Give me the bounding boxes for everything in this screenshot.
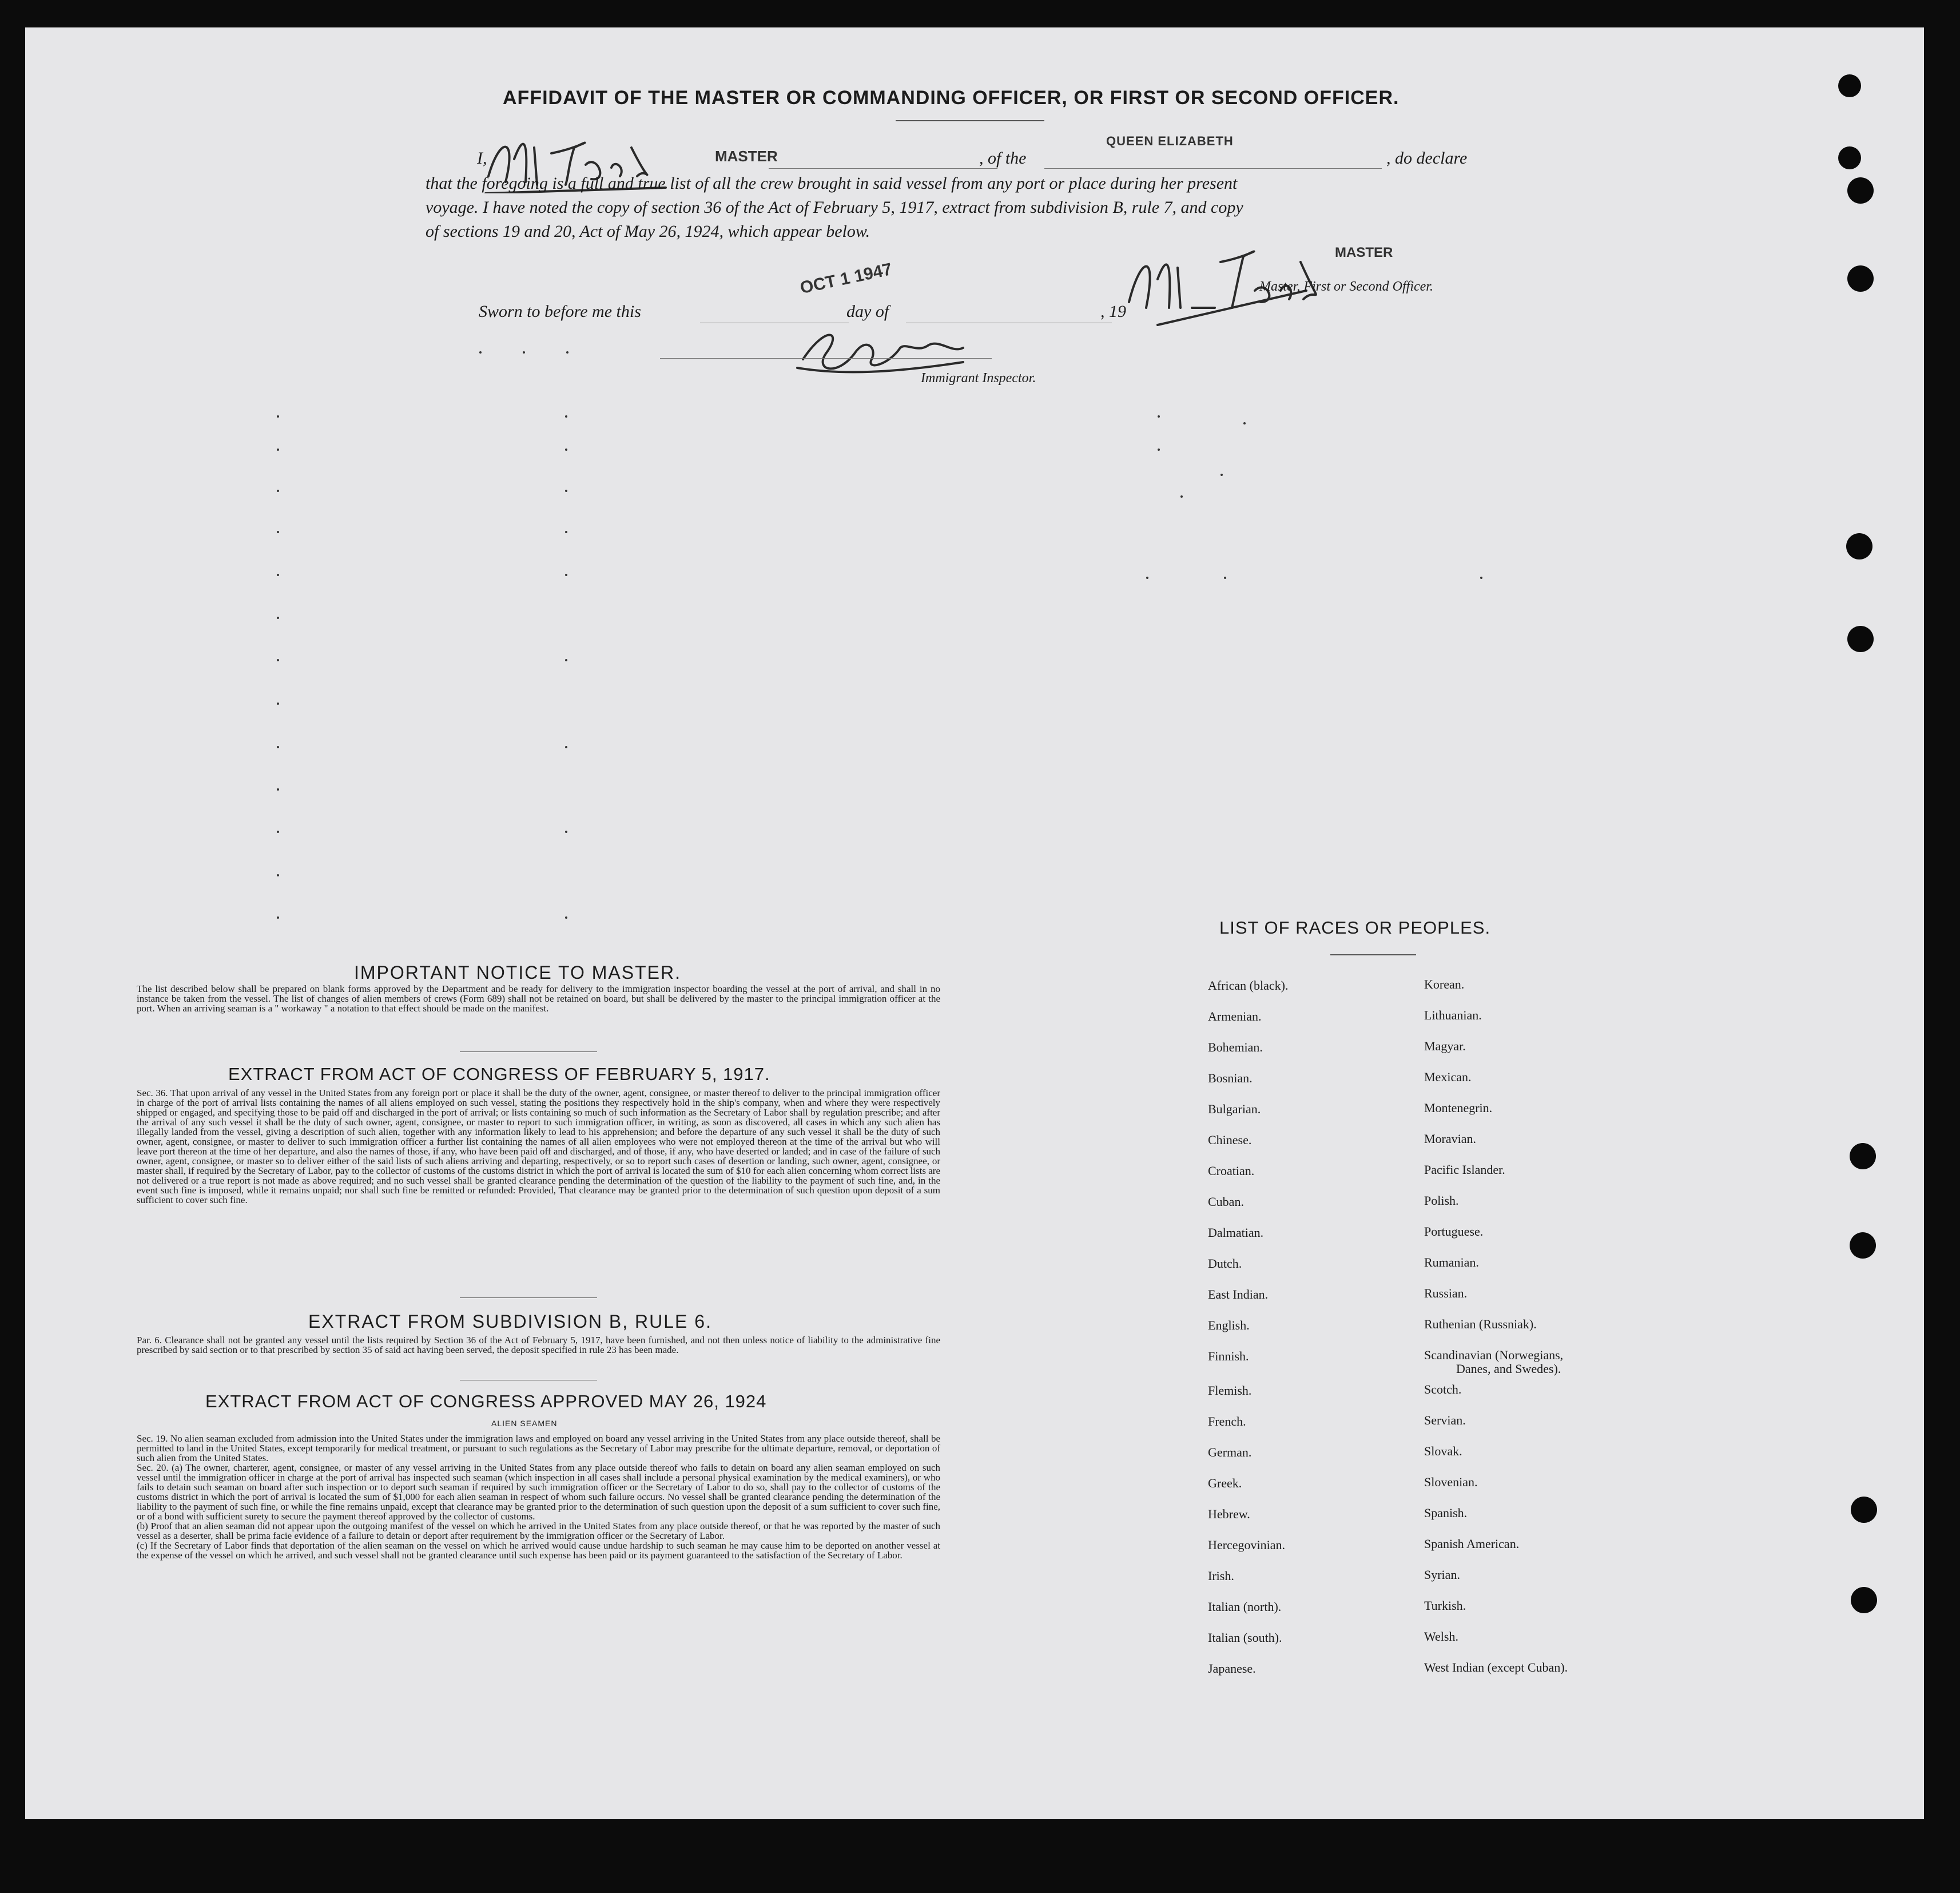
punch-hole [1851,1497,1877,1523]
extract-1924-title: EXTRACT FROM ACT OF CONGRESS APPROVED MAY 26, 1924 [205,1391,767,1411]
race-item: Montenegrin. [1424,1101,1493,1115]
sworn-text: Sworn to before me this [479,302,641,321]
mark [565,746,567,748]
race-item: Pacific Islander. [1424,1162,1505,1177]
punch-hole [1838,146,1861,169]
sec-20c-text: (c) If the Secretary of Labor finds that deportation of the alien seaman on the vessel on which he arrived would cause undue hardship to such seaman he may cause him to be deported on another vessel at the expense of the vessel on which he arrived, and such vessel shall not be granted clearance until such expense has been paid or its payment guaranteed to the satisfaction of the Secretary of Labor. [137,1540,940,1561]
extract-1917-body [137,1088,940,1205]
race-item: Scandinavian (Norwegians, [1424,1348,1564,1362]
race-item: Irish. [1208,1569,1234,1583]
notice-text: The list described below shall be prepared on blank forms approved by the Department and be ready for delivery to the immigration inspector boarding the vessel at the port of arrival, and shall in no instance be taken from the vessel. The list of changes of alien members of crews (Form 689) shall not be retained on board, but shall be delivered by the master to the principal immigration officer at the port. When an arriving seaman is a " workaway " a notation to that effect should be made on the manifest. [137,983,940,1014]
mark [523,351,525,354]
stamp-date: OCT 1 1947 [798,260,894,298]
punch-hole [1847,626,1874,652]
race-item: Moravian. [1424,1132,1477,1146]
race-item: Spanish American. [1424,1537,1520,1551]
punch-hole [1851,1587,1877,1613]
race-item: Turkish. [1424,1598,1466,1613]
mark [565,490,567,492]
race-item: Japanese. [1208,1661,1256,1676]
mark [565,659,567,661]
race-item: Korean. [1424,977,1465,991]
race-item: Slovak. [1424,1444,1462,1458]
races-divider [1330,954,1416,955]
races-title: LIST OF RACES OR PEOPLES. [1219,918,1491,938]
mark [565,574,567,576]
race-item: Bosnian. [1208,1071,1253,1085]
race-item: Dalmatian. [1208,1225,1264,1240]
affidavit-title: AFFIDAVIT OF THE MASTER OR COMMANDING OFFICER, OR FIRST OR SECOND OFFICER. [503,87,1400,109]
alien-seamen-subtitle: ALIEN SEAMEN [491,1419,558,1428]
race-item: Mexican. [1424,1070,1472,1084]
race-item: Rumanian. [1424,1255,1479,1269]
mark [277,831,279,833]
punch-hole [1847,177,1874,204]
race-item: Hebrew. [1208,1507,1250,1521]
race-item: Servian. [1424,1413,1466,1427]
mark [565,916,567,919]
day-of: day of [846,302,889,321]
sec-20b-text: (b) Proof that an alien seaman did not appear upon the outgoing manifest of the vessel on which he arrived in the United States from any place outside thereof, or that he was reported by the master of such vessel as a deserter, shall be prima facie evidence of a failure to detain or deport after requirement by the immigration officer or the Secretary of Labor. [137,1521,940,1541]
mark [277,659,279,661]
mark [1158,449,1160,451]
stamp-master-2: MASTER [1335,245,1393,260]
blank-line-rank [769,168,997,169]
mark [1224,577,1226,579]
year-text: , 19 [1100,302,1126,321]
mark [565,415,567,418]
mark [565,831,567,833]
race-item: Lithuanian. [1424,1008,1482,1022]
mark [277,531,279,533]
subdivision-body [137,1335,940,1355]
mark [277,490,279,492]
race-item: Spanish. [1424,1506,1468,1520]
stamp-master: MASTER [715,148,778,165]
race-item: English. [1208,1318,1250,1332]
race-item: Syrian. [1424,1567,1460,1582]
punch-hole [1846,533,1872,559]
notice-title: IMPORTANT NOTICE TO MASTER. [354,962,681,983]
mark [277,415,279,418]
mark [277,746,279,748]
divider [460,1051,597,1052]
mark [277,617,279,619]
mark [1158,415,1160,418]
race-item: Finnish. [1208,1349,1249,1363]
race-item: Flemish. [1208,1383,1252,1398]
affidavit-line-2: that the foregoing is a full and true list of all the crew brought in said vessel from any port or place during her present [426,174,1238,193]
race-item: Portuguese. [1424,1224,1484,1239]
race-item: Slovenian. [1424,1475,1478,1489]
race-item: African (black). [1208,978,1289,993]
race-item: Hercegovinian. [1208,1538,1285,1552]
punch-hole [1838,74,1861,97]
race-item: Italian (north). [1208,1600,1282,1614]
mark [565,449,567,451]
affidavit-line-3: voyage. I have noted the copy of section 36 of the Act of February 5, 1917, extract from subdivision B, rule 7, and copy [426,198,1243,217]
mark [277,449,279,451]
sec-19-text: Sec. 19. No alien seaman excluded from admission into the United States under the immigration laws and employed on board any vessel arriving in the United States from any place outside thereof, shall be permitted to land in the United States, except temporarily for medical treatment, or pursuant to such regulations as the Secretary of Labor may prescribe for the ultimate departure, removal, or deportation of such alien from the United States. [137,1433,940,1463]
race-item: Chinese. [1208,1133,1252,1147]
affidavit-do-declare: , do declare [1386,149,1468,168]
inspector-caption: Immigrant Inspector. [921,371,1036,386]
punch-hole [1847,265,1874,292]
extract-1917-title: EXTRACT FROM ACT OF CONGRESS OF FEBRUARY 5, 1917. [228,1064,770,1084]
sec-36-text: Sec. 36. That upon arrival of any vessel in the United States from any foreign port or place it shall be the duty of the owner, agent, consignee, or master thereof to deliver to the principal immigration officer in charge of the port of arrival lists containing the names of all aliens employed on such vessel, stating the positions they respectively hold in the ship's company, when and where they were respectively shipped or engaged, and specifying those to be paid off and discharged in the port of arrival; or lists containing so much of such information as the Secretary of Labor shall by regulation prescribe; and after the arrival of any such vessel it shall be the duty of such owner, agent, consignee, or master to report to such immigration officer, in writing, as soon as discovered, all cases in which any such alien has illegally landed from the vessel, giving a description of such alien, together with any information likely to lead to his apprehension; and before the departure of any such vessel it shall be the duty of such owner, agent, consignee, or master to deliver to such immigration officer a further list containing the names of all alien employees who were not employed thereon at the time of the arrival but who will leave port thereon at the time of her departure, and also the names of those, if any, who have been paid off and discharged, and of those, if any, who have deserted or landed; and in case of the failure of such owner, agent, consignee, or master so to deliver either of the said lists of such aliens arriving and departing, respectively, or so to report such cases of desertion or landing, such owner, agent, consignee, or master shall, if required by the Secretary of Labor, pay to the collector of customs of the customs district in which the port of arrival is located the sum of $10 for each alien concerning whom correct lists are not delivered or a true report is not made as above required; and no such vessel shall be granted clearance pending the determination of the question of the liability to the payment of such fine, and, in the event such fine is imposed, while it remains unpaid; nor shall such fine be remitted or refunded: Provided, That clearance may be granted prior to the determination of such question upon deposit of a sum sufficient to cover such fine. [137,1088,940,1205]
race-item: Croatian. [1208,1164,1255,1178]
mark [1480,577,1482,579]
race-item: Polish. [1424,1193,1459,1208]
race-item-continuation: Danes, and Swedes). [1456,1362,1561,1376]
sec-20a-text: Sec. 20. (a) The owner, charterer, agent, consignee, or master of any vessel arriving in the United States from any place outside thereof who fails to detain on board any alien seaman employed on such vessel until the immigration officer in charge at the port of arrival has inspected such seaman (which inspection in all cases shall include a personal physical examination by the medical examiners), or who fails to detain such seaman on board after such inspection or to deport such seaman if required by such immigration officer or the Secretary of Labor to do so, shall pay to the collector of customs of the customs district in which the port of arrival is located the sum of $1,000 for each alien seaman in respect of whom such failure occurs. No vessel shall be granted clearance pending the determination of the liability to the payment of such fine, or while the fine remains unpaid, except that clearance may be granted prior to the determination of such question upon the deposit of a sum sufficient to cover such fine, or of a bond with sufficient surety to secure the payment thereof approved by the collector of customs. [137,1462,940,1522]
mark [566,351,568,354]
subdivision-title: EXTRACT FROM SUBDIVISION B, RULE 6. [308,1311,712,1332]
race-item: Greek. [1208,1476,1242,1490]
mark [565,531,567,533]
notice-body [137,984,940,1013]
race-item: Italian (south). [1208,1630,1282,1645]
race-item: West Indian (except Cuban). [1424,1660,1568,1674]
race-item: French. [1208,1414,1246,1428]
par-6-text: Par. 6. Clearance shall not be granted any vessel until the lists required by Section 36 of the Act of February 5, 1917, have been furnished, and not then unless notice of liability to the administrative fine prescribed by said section or to that prescribed by section 35 of said act having been served, the deposit specified in rule 23 has been made. [137,1335,940,1355]
affidavit-i: I, [477,149,487,168]
document-sheet [25,27,1924,1819]
affidavit-of-the: , of the [979,149,1027,168]
race-item: Cuban. [1208,1194,1244,1209]
blank-line-inspector [660,358,992,359]
affidavit-line-4: of sections 19 and 20, Act of May 26, 1924, which appear below. [426,222,870,241]
race-item: Scotch. [1424,1382,1462,1396]
divider [460,1297,597,1298]
race-item: Russian. [1424,1286,1468,1300]
punch-hole [1850,1232,1876,1259]
punch-hole [1850,1143,1876,1169]
race-item: East Indian. [1208,1287,1269,1301]
blank-line-vessel [1044,168,1382,169]
race-item: Magyar. [1424,1039,1466,1053]
race-item: Bulgarian. [1208,1102,1261,1116]
mark [1146,577,1148,579]
mark [277,703,279,705]
race-item: Welsh. [1424,1629,1458,1644]
extract-1924-body [137,1434,940,1560]
mark [1243,422,1246,424]
mark [1220,474,1223,476]
mark [277,874,279,876]
mark [1180,495,1183,498]
title-divider [896,120,1044,121]
stamp-vessel: QUEEN ELIZABETH [1106,134,1234,148]
mark [277,916,279,919]
race-item: Bohemian. [1208,1040,1263,1054]
mark [277,788,279,791]
race-item: Ruthenian (Russniak). [1424,1317,1537,1331]
officer-caption: Master, First or Second Officer. [1259,279,1433,294]
race-item: Armenian. [1208,1009,1262,1023]
mark [277,574,279,576]
race-item: Dutch. [1208,1256,1242,1271]
mark [479,351,482,354]
officer-signature [1123,222,1363,331]
race-item: German. [1208,1445,1252,1459]
